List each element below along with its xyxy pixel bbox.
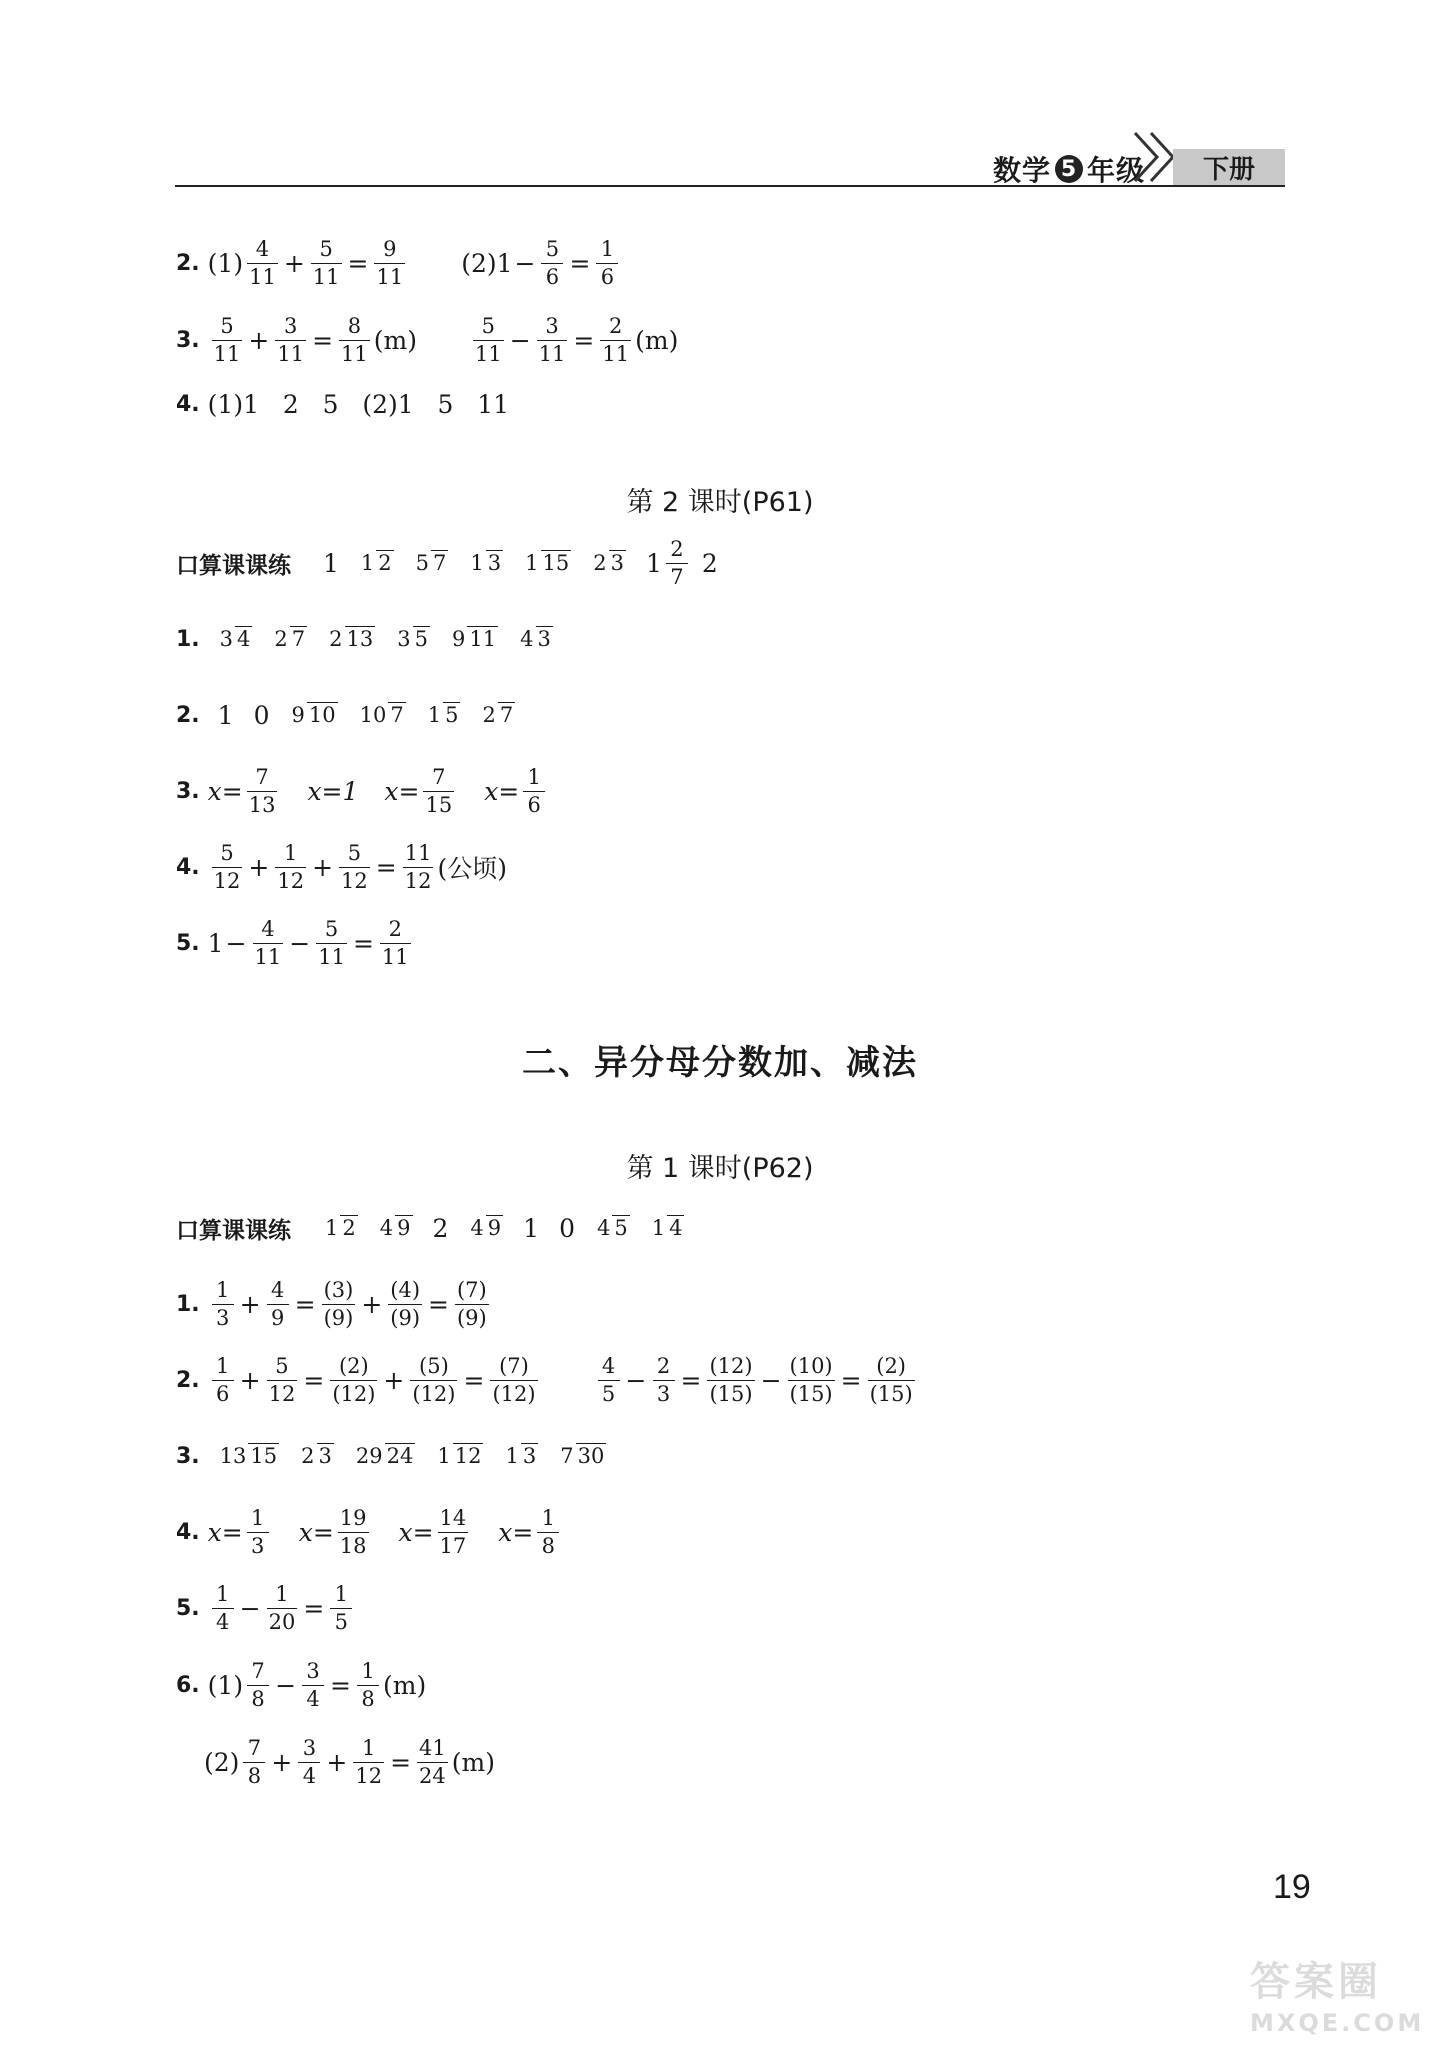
fraction: 2 3 <box>593 550 625 575</box>
fraction: $\frac{2}{11}$ <box>602 313 630 366</box>
l1-q5 <box>176 1573 356 1643</box>
question-number: 4. <box>176 1519 200 1545</box>
fraction: $\frac{5}{11}$ <box>312 236 340 289</box>
operator: = <box>347 248 369 278</box>
fraction: $\frac{1}{4}$ <box>212 1581 234 1636</box>
operator: = <box>352 928 374 958</box>
chapter-title: 二、异分母分数加、减法 <box>522 1043 918 1083</box>
unit: (m) <box>383 1670 427 1700</box>
l2-q5 <box>176 908 415 978</box>
operator: + <box>248 852 270 882</box>
l1-q6-part1 <box>176 1650 426 1720</box>
operator: + <box>271 1747 293 1777</box>
fraction: $\frac{5}{11}$ <box>213 313 241 366</box>
fraction: $\frac{4}{11}$ <box>249 236 276 289</box>
grade-suffix: 年级 <box>1086 154 1145 187</box>
s1-q4 <box>176 369 509 439</box>
fraction: $\frac{3}{4}$ <box>302 1658 324 1713</box>
fraction: $\frac{3}{11}$ <box>277 313 305 366</box>
fraction: $\frac{7}{13}$ <box>248 764 276 817</box>
fraction: $\frac{(3)}{(9)}$ <box>323 1277 354 1330</box>
fraction: 9 11 <box>452 626 497 651</box>
answer-value: 1 <box>207 928 224 958</box>
question-number: 2. <box>176 250 200 276</box>
part-label: (2)1 <box>461 248 513 278</box>
fraction: $\frac{3}{11}$ <box>538 313 566 366</box>
fraction: $\frac{41}{24}$ <box>419 1735 446 1788</box>
oral-item: 1 <box>646 548 662 578</box>
page-number: 19 <box>1273 1868 1311 1906</box>
operator: = <box>294 1289 316 1319</box>
operator: + <box>248 325 270 355</box>
fraction: 1 12 <box>437 1443 482 1468</box>
fraction: $\frac{1}{8}$ <box>357 1658 379 1713</box>
s1-q2 <box>176 228 622 298</box>
grade-number-badge: 5 <box>1055 155 1083 183</box>
l1-q2 <box>176 1345 919 1415</box>
fraction: $\frac{2}{7}$ <box>666 536 688 591</box>
watermark-logo <box>1250 1950 1425 2038</box>
answer-value: 1 <box>217 700 234 730</box>
fraction: $\frac{(7)}{(9)}$ <box>456 1277 487 1330</box>
fraction: $\frac{3}{4}$ <box>298 1735 320 1790</box>
fraction: 9 10 <box>291 702 336 727</box>
equation-prefix: x= <box>298 1517 334 1547</box>
question-number: 3. <box>176 327 200 353</box>
operator: + <box>383 1365 405 1395</box>
equation-prefix: x=1 <box>307 776 359 806</box>
fraction: $\frac{5}{12}$ <box>213 840 241 893</box>
fraction: $\frac{7}{8}$ <box>247 1658 269 1713</box>
operator: − <box>275 1670 297 1700</box>
fraction: 13 15 <box>219 1443 278 1468</box>
fraction: $\frac{14}{17}$ <box>439 1505 467 1558</box>
equation-prefix: x= <box>398 1517 434 1547</box>
fraction: 29 24 <box>355 1443 414 1468</box>
l2-q4 <box>176 832 507 902</box>
equation-prefix: x= <box>207 1517 243 1547</box>
operator: = <box>569 248 591 278</box>
watermark-url: MXQE.COM <box>1250 2009 1425 2037</box>
fraction: $\frac{(4)}{(9)}$ <box>390 1277 421 1330</box>
fraction: $\frac{1}{6}$ <box>596 236 618 291</box>
operator: + <box>239 1289 261 1319</box>
fraction: $\frac{11}{12}$ <box>404 840 432 893</box>
fraction: $\frac{5}{6}$ <box>541 236 563 291</box>
operator: = <box>375 852 397 882</box>
fraction: 1 5 <box>427 702 459 727</box>
lesson-title: 第 2 课时(P61) <box>626 487 814 518</box>
operator: = <box>840 1365 862 1395</box>
question-number: 2. <box>176 702 200 728</box>
operator: + <box>283 248 305 278</box>
fraction: 1 3 <box>470 550 502 575</box>
fraction: $\frac{1}{12}$ <box>277 840 305 893</box>
operator: − <box>239 1593 261 1623</box>
unit: (m) <box>373 325 417 355</box>
l1-oral <box>176 1193 694 1263</box>
fraction: 1 4 <box>651 1215 683 1240</box>
fraction: 3 5 <box>397 626 429 651</box>
l2-oral <box>176 528 728 598</box>
operator: + <box>239 1365 261 1395</box>
operator: = <box>303 1593 325 1623</box>
fraction: 2 13 <box>329 626 374 651</box>
fraction: 3 4 <box>219 626 251 651</box>
page-header <box>175 145 1285 187</box>
fraction: $\frac{9}{11}$ <box>376 236 404 289</box>
oral-item: 2 <box>701 548 718 578</box>
fraction: $\frac{2}{3}$ <box>653 1353 675 1408</box>
fraction: 4 9 <box>379 1215 411 1240</box>
l1-q6-part2 <box>204 1727 495 1797</box>
fraction: $\frac{5}{12}$ <box>341 840 368 893</box>
operator: + <box>326 1747 348 1777</box>
operator: − <box>514 248 536 278</box>
l1-q3 <box>176 1421 616 1491</box>
question-number: 5. <box>176 930 200 956</box>
question-number: 2. <box>176 1367 200 1393</box>
oral-practice-label: 口算课课练 <box>176 552 291 579</box>
fraction: 7 30 <box>560 1443 605 1468</box>
subject-label: 数学 <box>992 154 1051 187</box>
question-number: 1. <box>176 626 200 652</box>
question-number: 4. <box>176 391 200 417</box>
question-number: 3. <box>176 778 200 804</box>
unit: (m) <box>635 325 679 355</box>
fraction: 10 7 <box>359 702 404 727</box>
oral-practice-label: 口算课课练 <box>176 1217 291 1244</box>
operator: + <box>312 852 334 882</box>
operator: = <box>463 1365 485 1395</box>
fraction: $\frac{5}{12}$ <box>268 1353 296 1406</box>
fraction: 2 7 <box>482 702 514 727</box>
fraction: $\frac{4}{5}$ <box>598 1353 620 1408</box>
answer-text: (1)1 2 5 (2)1 5 11 <box>207 389 510 419</box>
fraction: $\frac{(5)}{(12)}$ <box>412 1353 456 1406</box>
oral-item: 1 <box>523 1213 540 1243</box>
fraction: 4 3 <box>520 626 551 651</box>
answer-value: 0 <box>253 700 270 730</box>
fraction: 1 2 <box>325 1215 356 1240</box>
fraction: 1 15 <box>525 550 570 575</box>
fraction: $\frac{1}{6}$ <box>523 764 545 819</box>
equation-prefix: x= <box>498 1517 534 1547</box>
part-label: (2) <box>204 1747 240 1777</box>
fraction: $\frac{1}{8}$ <box>537 1505 559 1560</box>
fraction: 5 7 <box>415 550 447 575</box>
l1-q1 <box>176 1269 493 1339</box>
fraction: $\frac{(2)}{(12)}$ <box>332 1353 376 1406</box>
fraction: $\frac{4}{11}$ <box>254 916 282 969</box>
question-number: 5. <box>176 1595 200 1621</box>
unit: (m) <box>451 1747 495 1777</box>
equation-prefix: x= <box>384 776 420 806</box>
fraction: $\frac{4}{9}$ <box>267 1277 289 1332</box>
fraction: $\frac{(2)}{(15)}$ <box>869 1353 913 1406</box>
fraction: $\frac{19}{18}$ <box>339 1505 367 1558</box>
fraction: $\frac{8}{11}$ <box>341 313 368 366</box>
operator: = <box>573 325 595 355</box>
fraction: $\frac{1}{5}$ <box>330 1581 352 1636</box>
operator: = <box>312 325 334 355</box>
operator: = <box>330 1670 351 1700</box>
operator: + <box>361 1289 383 1319</box>
oral-item: 1 <box>323 548 339 578</box>
operator: − <box>289 928 311 958</box>
question-number: 1. <box>176 1291 200 1317</box>
volume-label: 下册 <box>1173 149 1285 185</box>
fraction: 1 3 <box>505 1443 537 1468</box>
fraction: $\frac{(7)}{(12)}$ <box>492 1353 536 1406</box>
fraction: 4 9 <box>470 1215 502 1240</box>
s1-q3 <box>176 305 678 375</box>
question-number: 3. <box>176 1443 200 1469</box>
watermark-text: 答案圈 <box>1250 1959 1382 2005</box>
l2-q3 <box>176 756 549 826</box>
equation-prefix: x= <box>484 776 520 806</box>
l2-q1 <box>176 604 563 674</box>
question-number: 4. <box>176 854 200 880</box>
operator: = <box>428 1289 449 1319</box>
fraction: $\frac{5}{11}$ <box>475 313 502 366</box>
operator: − <box>625 1365 647 1395</box>
fraction: $\frac{1}{12}$ <box>355 1735 383 1788</box>
fraction: $\frac{2}{11}$ <box>381 916 409 969</box>
l1-q4 <box>176 1497 563 1567</box>
part-label: (1) <box>207 1670 244 1700</box>
part-label: (1) <box>207 248 244 278</box>
l2-q2 <box>176 680 525 750</box>
fraction: $\frac{7}{8}$ <box>243 1735 265 1790</box>
fraction: $\frac{1}{20}$ <box>268 1581 296 1634</box>
fraction: $\frac{1}{3}$ <box>247 1505 269 1560</box>
fraction: $\frac{7}{15}$ <box>425 764 453 817</box>
header-subject <box>993 149 1145 189</box>
fraction: 2 7 <box>274 626 306 651</box>
fraction: 1 2 <box>360 550 392 575</box>
operator: − <box>760 1365 782 1395</box>
fraction: $\frac{5}{11}$ <box>318 916 345 969</box>
fraction: 2 3 <box>301 1443 332 1468</box>
question-number: 6. <box>176 1672 200 1698</box>
fraction: $\frac{(10)}{(15)}$ <box>789 1353 833 1406</box>
equation-prefix: x= <box>207 776 243 806</box>
oral-item: 0 <box>559 1213 575 1243</box>
unit: (公顷) <box>437 854 507 883</box>
operator: = <box>680 1365 702 1395</box>
operator: − <box>225 928 247 958</box>
oral-item: 2 <box>432 1213 449 1243</box>
lesson-title: 第 1 课时(P62) <box>626 1153 814 1184</box>
operator: = <box>390 1747 412 1777</box>
fraction: 4 5 <box>596 1215 628 1240</box>
fraction: $\frac{1}{3}$ <box>212 1277 234 1332</box>
operator: = <box>303 1365 325 1395</box>
operator: − <box>509 325 531 355</box>
fraction: $\frac{1}{6}$ <box>212 1353 234 1408</box>
fraction: $\frac{(12)}{(15)}$ <box>709 1353 753 1406</box>
